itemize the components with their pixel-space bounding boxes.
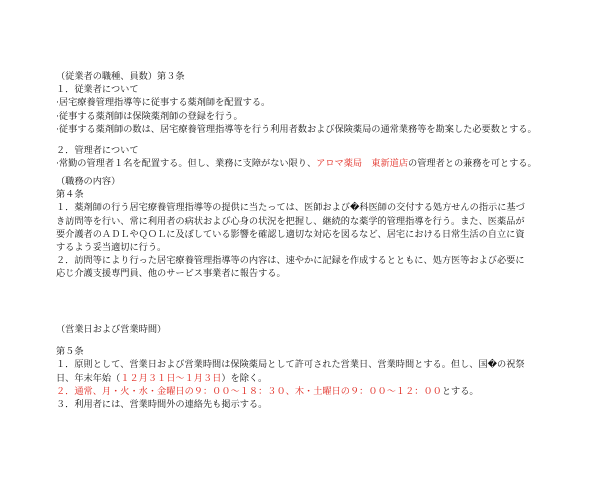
hours-heading: （営業日および営業時間）: [56, 324, 167, 335]
spacer: [56, 136, 556, 144]
hours-article: 第５条: [56, 346, 84, 358]
text-segment: 日、年末年始（: [56, 372, 121, 384]
duties-item2-line: 応じ介護支援専門員、他のサービス事業者に報告する。: [56, 268, 286, 280]
duties-item1-line: き訪問等を行い、常に利用者の病状および心身の状況を把握し、継続的な薬学的管理指導を行う。また、医薬品が: [56, 215, 525, 227]
duties-heading: （職務の内容）: [56, 176, 121, 187]
duties-item1-line: するよう妥当適切に行う。: [56, 241, 167, 253]
spacer: [56, 336, 556, 345]
holiday-period: １２月３１日〜１月３日: [120, 372, 222, 384]
duties-item2-line: ２．訪問等により行った居宅療養管理指導等の内容は、速やかに記録を作成するとともに、処方医等および必要に: [56, 255, 525, 267]
staff-heading: （従業者の職種、員数）第３条: [56, 71, 185, 82]
staff-item2-line: [56, 157, 556, 170]
text-segment: とする。: [441, 385, 479, 397]
business-hours: ２．通常、月・火・水・金曜日の９：００〜１８：３０、木・土曜日の９：００〜１２：００: [56, 385, 442, 397]
staff-item2-title: ２．管理者について: [56, 144, 139, 156]
staff-section: [56, 70, 556, 170]
duties-item1-line: １．薬剤師の行う居宅療養管理指導等の提供に当たっては、医師および�科医師の交付する処方せんの指示に基づ: [56, 202, 525, 214]
staff-item1-line: ·従事する薬剤師の数は、居宅療養管理指導等を行う利用者数および保険薬局の通常業務等を勘案した必要数とする。: [56, 123, 537, 135]
hours-item1-line: １．原則として、営業日および営業時間は保険薬局として許可された営業日、営業時間とする。但し、国�の祝祭: [56, 359, 525, 371]
pharmacy-name: アロマ薬局 東新道店: [316, 158, 409, 170]
text-segment: ）を除く。: [221, 372, 268, 384]
staff-item1-title: １．従業者について: [56, 84, 139, 96]
text-segment: ·常勤の管理者１名を配置する。但し、業務に支障がない限り、: [56, 158, 317, 170]
staff-item1-line: ·居宅療養管理指導等に従事する薬剤師を配置する。: [56, 97, 271, 109]
hours-item2-line: [56, 385, 556, 398]
duties-article: 第４条: [56, 189, 84, 201]
staff-item1-line: ·従事する薬剤師は保険薬剤師の登録を行う。: [56, 110, 243, 122]
hours-item1-line: [56, 372, 556, 385]
text-segment: の管理者との兼務を可とする。: [408, 158, 537, 170]
hours-section: [56, 323, 556, 411]
duties-item1-line: 要介護者のＡＤＬやＱＯＬに及ぼしている影響を確認し適切な対応を図るなど、居宅における日常生活の自立に資: [56, 228, 525, 240]
duties-section: [56, 175, 556, 281]
hours-item3-line: ３．利用者には、営業時間外の連絡先も掲示する。: [56, 398, 268, 410]
